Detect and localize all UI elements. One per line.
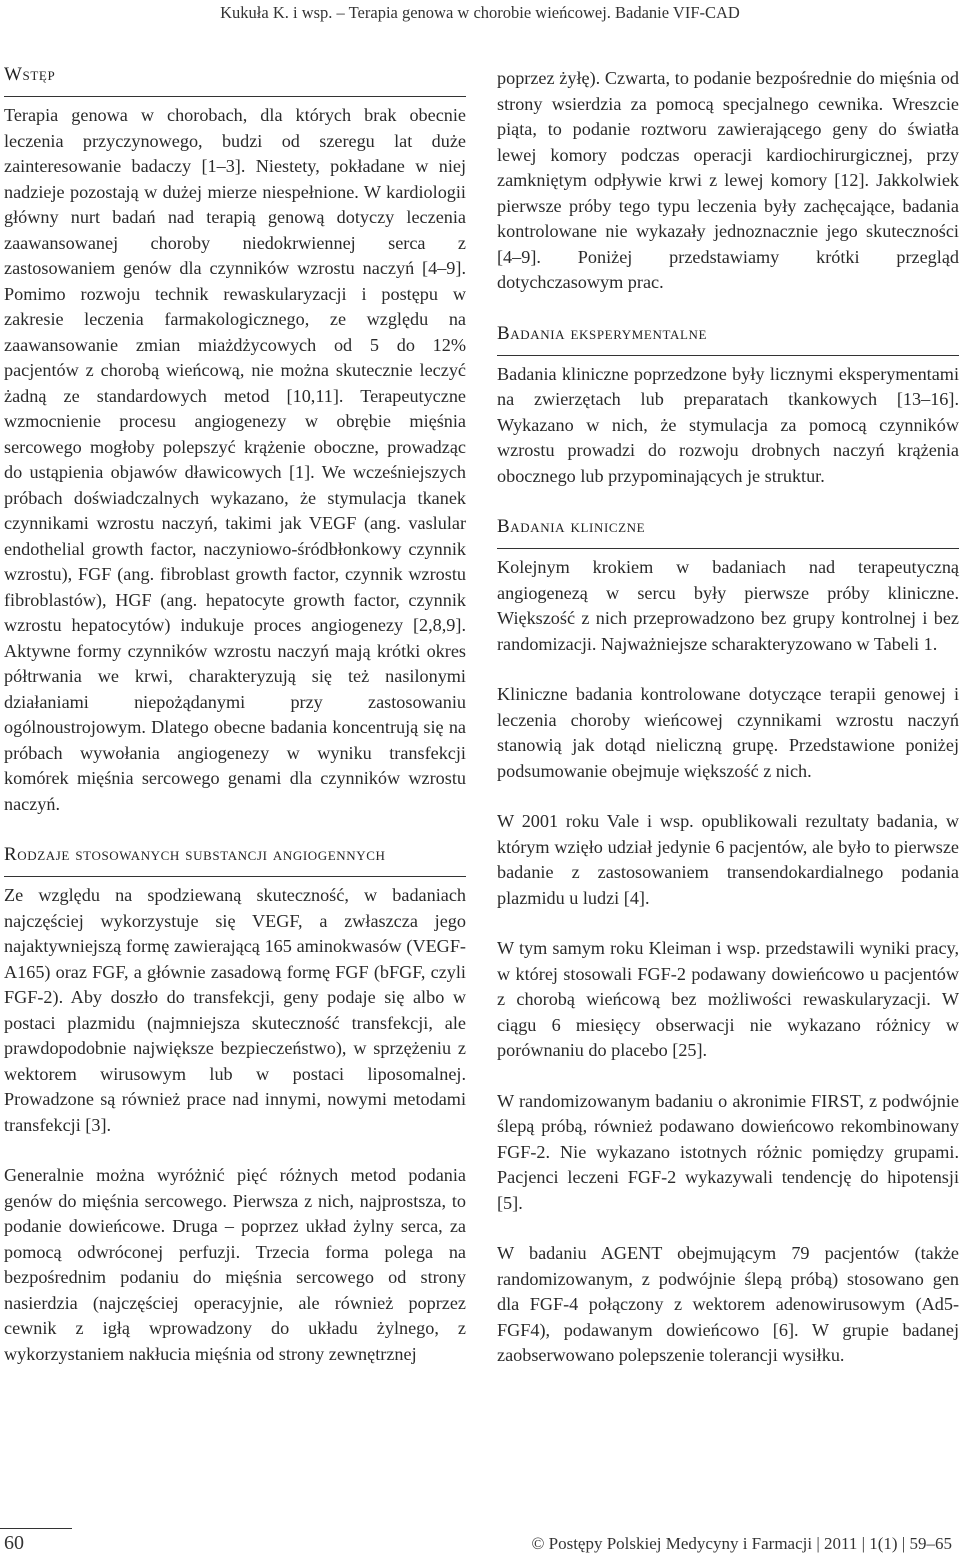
journal-citation: © Postępy Polskiej Medycyny i Farmacji | 2011 | 1(1) | 59–65 bbox=[531, 1534, 952, 1553]
section-heading-wstep: Wstęp bbox=[4, 62, 466, 97]
page-number: 60 bbox=[4, 1532, 24, 1554]
paragraph: W 2001 roku Vale i wsp. opublikowali rezultaty badania, w którym wzięło udział jedynie 6 pacjentów, ale było to pierwsze badanie z zastosowaniem transendokardialnego podania plazmidu u ludzi [4]. bbox=[497, 811, 959, 908]
footer-rule bbox=[0, 1528, 72, 1529]
section-heading-substancje: Rodzaje stosowanych substancji angiogennych bbox=[4, 842, 466, 877]
paragraph: Ze względu na spodziewaną skuteczność, w badaniach najczęściej wykorzystuje się VEGF, a zwłaszcza jego najaktywniejszą formę zawierającą 165 aminokwasów (VEGF-A165) oraz FGF, a głównie zasadową formę FGF (bFGF, czyli FGF-2). Aby doszło do transfekcji, geny podaje się albo w postaci plazmidu (najmniejsza skuteczność transfekcji, ale prawdopodobnie największe bezpieczeństwo), w sprzężeniu z wektorem wirusowym lub w postaci liposomalnej. Prowadzone są również prace nad innymi, nowymi metodami transfekcji [3]. bbox=[4, 885, 466, 1135]
paragraph: Kliniczne badania kontrolowane dotyczące terapii genowej i leczenia choroby wieńcowej czynnikami wzrostu naczyń stanowią jak dotąd nieliczną grupę. Przedstawione poniżej podsumowanie obejmuje większość z nich. bbox=[497, 684, 959, 781]
right-column bbox=[497, 66, 959, 1394]
paragraph: Kolejnym krokiem w badaniach nad terapeutyczną angiogenezą w sercu były pierwsze próby kliniczne. Większość z nich przeprowadzono bez grupy kontrolnej i bez randomizacji. Najważniejsze scharakteryzowano w Tabeli 1. bbox=[497, 557, 959, 654]
running-header: Kukuła K. i wsp. – Terapia genowa w chorobie wieńcowej. Badanie VIF-CAD bbox=[220, 3, 740, 22]
paragraph: W badaniu AGENT obejmującym 79 pacjentów (także randomizowanym, z podwójnie ślepą próbą) stosowano gen dla FGF-4 połączony z wektorem adenowirusowym (Ad5-FGF4), podawanym dowieńcowo [6]. W grupie badanej zaobserwowano polepszenie tolerancji wysiłku. bbox=[497, 1243, 959, 1365]
paragraph: Generalnie można wyróżnić pięć różnych metod podania genów do mięśnia sercowego. Pierwsza z nich, najprostsza, to podanie dowieńcowe. Druga – poprzez układ żylny serca, za pomocą odwróconej perfuzji. Trzecia forma polega na bezpośrednim podaniu do mięśnia sercowego od strony nasierdzia (najczęściej operacyjnie, ale również poprzez cewnik z igłą wprowadzony do układu żylnego, z wykorzystaniem nakłucia mięśnia od strony zewnętrznej bbox=[4, 1165, 466, 1364]
section-heading-kliniczne: Badania kliniczne bbox=[497, 514, 959, 549]
paragraph-continuation: poprzez żyłę). Czwarta, to podanie bezpośrednie do mięśnia od strony wsierdzia za pomocą specjalnego cewnika. Wreszcie piąta, to podanie roztworu zawierającego geny do światła lewej komory podczas operacji kardiochirurgicznej, przy zamkniętym odpływie krwi z lewej komory [12]. Jakkolwiek pierwsze próby tego typu leczenia były zachęcające, badania kontrolowane nie wykazały jednoznacznie jego skuteczności [4–9]. Poniżej przedstawiamy krótki przegląd dotychczasowym prac. bbox=[497, 68, 959, 292]
paragraph: W tym samym roku Kleiman i wsp. przedstawili wyniki pracy, w której stosowali FGF-2 podawany dowieńcowo u pacjentów z chorobą wieńcową bez możliwości rewaskularyzacji. W ciągu 6 miesięcy obserwacji nie wykazano różnicy w porównaniu do placebo [25]. bbox=[497, 938, 959, 1060]
left-column bbox=[4, 62, 466, 1392]
paragraph: Terapia genowa w chorobach, dla których brak obecnie leczenia przyczynowego, budzi od szeregu lat duże zainteresowanie badaczy [1–3]. Niestety, pokładane w niej nadzieje pozostają w dużej mierze niespełnione. W kardiologii główny nurt badań nad terapią genową dotyczy leczenia zaawansowanej choroby niedokrwiennej serca z zastosowaniem genów dla czynników wzrostu naczyń [4–9]. Pomimo rozwoju technik rewaskularyzacji i postępu w zakresie leczenia farmakologicznego, ze względu na zaawansowanie zmian miażdżycowych od 5 do 12% pacjentów z chorobą wieńcową, nie można skutecznie leczyć żadną ze standardowych metod [10,11]. Terapeutyczne wzmocnienie procesu angiogenezy w obrębie mięśnia sercowego mogłoby polepszyć krążenie oboczne, prowadząc do ustąpienia objawów dławicowych [1]. We wcześniejszych próbach doświadczalnych wykazano, że stymulacja tkanek czynnikami wzrostu naczyń, takimi jak VEGF (ang. vaslular endothelial growth factor, naczyniowo-śródbłonkowy czynnik wzrostu), FGF (ang. fibroblast growth factor, czynnik wzrostu fibroblastów), HGF (ang. hepatocyte growth factor, czynnik wzrostu hepatocytów) indukuje proces angiogenezy [2,8,9]. Aktywne formy czynników wzrostu naczyń mają krótki okres półtrwania we krwi, charakteryzują się też nasilonymi działaniami niepożądanymi przy zastosowaniu ogólnoustrojowym. Dlatego obecne badania koncentrują się na próbach wywołania angiogenezy w wyniku transfekcji komórek mięśnia sercowego genami dla czynników wzrostu naczyń. bbox=[4, 105, 466, 814]
paragraph: Badania kliniczne poprzedzone były licznymi eksperymentami na zwierzętach lub preparatach tkankowych [13–16]. Wykazano w nich, że stymulacja za pomocą czynników wzrostu prowadzi do rozwoju drobnych naczyń krążenia obocznego lub przypominających je struktur. bbox=[497, 363, 959, 486]
paragraph: W randomizowanym badaniu o akronimie FIRST, z podwójnie ślepą próbą, również podawano dowieńcowo rekombinowany FGF-2. Nie wykazano istotnych różnic pomiędzy grupami. Pacjenci leczeni FGF-2 wykazywali tendencję do hipotensji [5]. bbox=[497, 1090, 959, 1213]
section-heading-eksperymentalne: Badania eksperymentalne bbox=[497, 321, 959, 356]
